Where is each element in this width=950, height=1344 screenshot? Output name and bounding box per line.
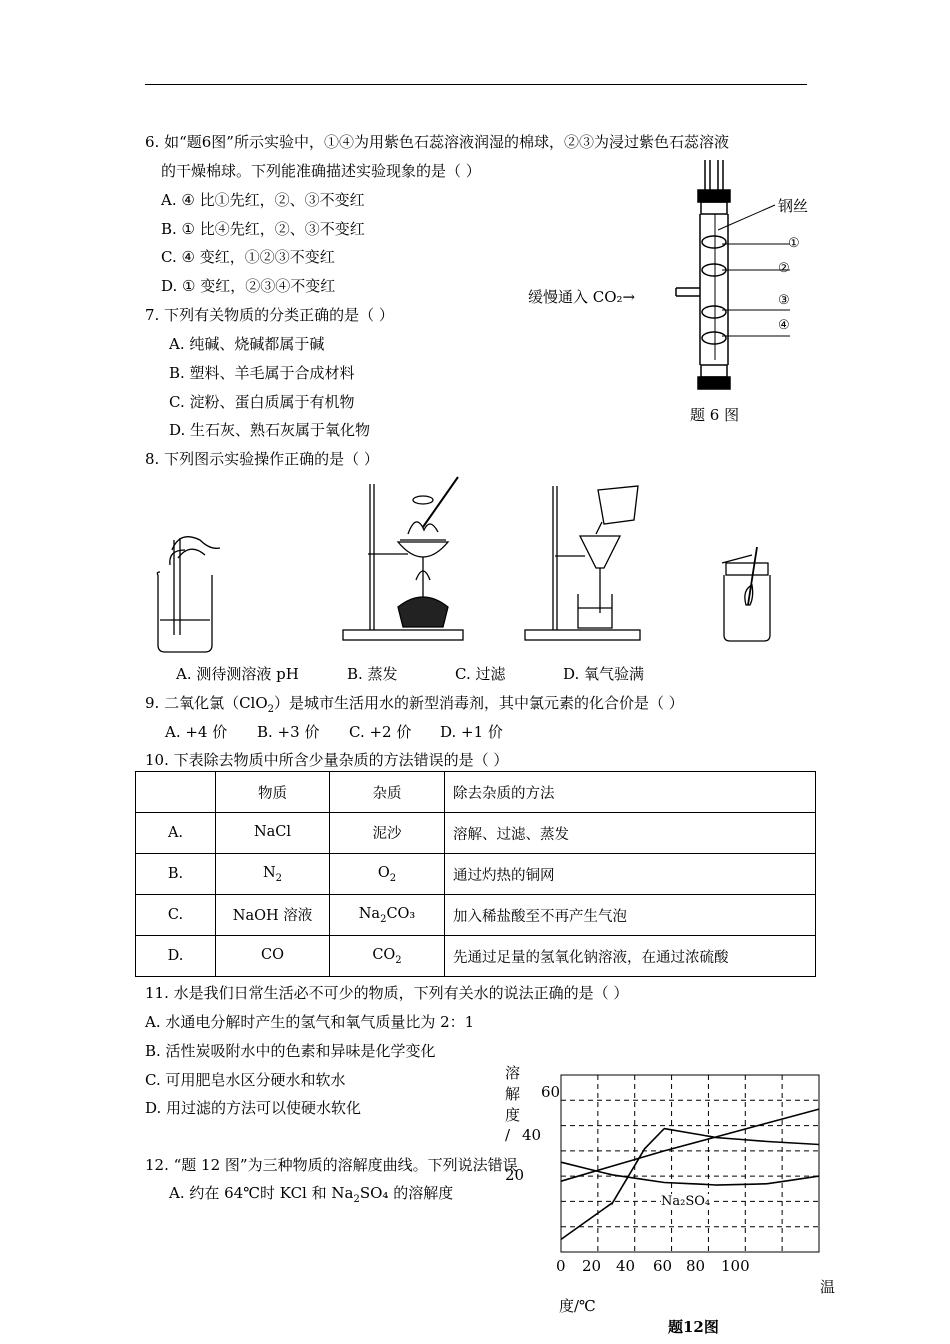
q6-option-a: A. ④ 比①先红，②、③不变红 bbox=[161, 191, 365, 209]
q8-caption-a: A. 测待测溶液 pH bbox=[176, 665, 299, 683]
table-header-cell: 物质 bbox=[216, 772, 330, 813]
row-label: A. bbox=[136, 813, 216, 854]
row-label: B. bbox=[136, 854, 216, 895]
impurity-cell: $Na_2CO_3$ bbox=[330, 895, 445, 936]
method-cell: 通过灼热的铜网 bbox=[445, 854, 816, 895]
chart-ylabel-3: 度 bbox=[505, 1106, 521, 1124]
chart-series-line-1 bbox=[561, 1109, 819, 1181]
q6-figure-caption: 题 6 图 bbox=[690, 406, 740, 424]
method-cell: 加入稀盐酸至不再产生气泡 bbox=[445, 895, 816, 936]
q6-stem-line2: 的干燥棉球。下列能准确描述实验现象的是（ ） bbox=[161, 162, 481, 180]
chart-xlabel-b: 度/℃ bbox=[559, 1297, 596, 1315]
impurity-cell: $CO_2$ bbox=[330, 936, 445, 977]
q6-wire-label: 钢丝 bbox=[778, 197, 809, 215]
q7-option-c: C. 淀粉、蛋白质属于有机物 bbox=[169, 393, 355, 411]
q8-caption-c: C. 过滤 bbox=[455, 665, 506, 683]
q9-option-b: B. +3 价 bbox=[257, 723, 320, 741]
table-row bbox=[136, 936, 816, 977]
q6-marker-2: ② bbox=[778, 261, 790, 276]
chart-xtick: 20 bbox=[582, 1257, 602, 1275]
q9-option-d: D. +1 价 bbox=[440, 723, 503, 741]
q7-option-a: A. 纯碱、烧碱都属于碱 bbox=[169, 335, 325, 353]
chart-ylabel-1: 溶 bbox=[505, 1064, 521, 1082]
impurity-cell: 泥沙 bbox=[330, 813, 445, 854]
q8-fig-oxygen-test bbox=[712, 545, 782, 645]
q7-option-d: D. 生石灰、熟石灰属于氧化物 bbox=[169, 421, 371, 439]
table-row bbox=[136, 854, 816, 895]
q10-stem: 10. 下表除去物质中所含少量杂质的方法错误的是（ ） bbox=[145, 751, 509, 769]
header-rule bbox=[145, 84, 807, 85]
chart-xtick: 100 bbox=[721, 1257, 750, 1275]
chart-xtick: 40 bbox=[616, 1257, 636, 1275]
method-cell: 先通过足量的氢氧化钠溶液，在通过浓硫酸 bbox=[445, 936, 816, 977]
row-label: D. bbox=[136, 936, 216, 977]
method-cell: 溶解、过滤、蒸发 bbox=[445, 813, 816, 854]
chart-curve-label: Na₂SO₄ bbox=[661, 1194, 711, 1209]
q11-option-a: A. 水通电分解时产生的氢气和氧气质量比为 2：1 bbox=[145, 1013, 475, 1031]
q8-caption-b: B. 蒸发 bbox=[347, 665, 398, 683]
q11-option-c: C. 可用肥皂水区分硬水和软水 bbox=[145, 1071, 346, 1089]
chart-ylabel-2: 解 bbox=[505, 1085, 521, 1103]
impurity-cell: $O_2$ bbox=[330, 854, 445, 895]
q8-stem: 8. 下列图示实验操作正确的是（ ） bbox=[145, 450, 379, 468]
q11-stem: 11. 水是我们日常生活必不可少的物质，下列有关水的说法正确的是（ ） bbox=[145, 984, 629, 1002]
q7-stem: 7. 下列有关物质的分类正确的是（ ） bbox=[145, 306, 394, 324]
q9-stem: 9. 二氧化氯（ClO$_2$）是城市生活用水的新型消毒剂，其中氯元素的化合价是（ ） bbox=[145, 694, 684, 715]
chart-xtick: 60 bbox=[653, 1257, 673, 1275]
q7-option-b: B. 塑料、羊毛属于合成材料 bbox=[169, 364, 355, 382]
table-header-cell bbox=[136, 772, 216, 813]
q8-fig-filtration bbox=[520, 478, 645, 648]
q8-fig-evaporation bbox=[338, 472, 468, 647]
q6-stem-line1: 6. 如“题6图”所示实验中，①④为用紫色石蕊溶液润湿的棉球，②③为浸过紫色石蕊溶液 bbox=[145, 133, 729, 151]
q9-option-c: C. +2 价 bbox=[349, 723, 412, 741]
q6-gas-label: 缓慢通入 CO₂→ bbox=[528, 288, 636, 306]
q11-option-b: B. 活性炭吸附水中的色素和异味是化学变化 bbox=[145, 1042, 436, 1060]
row-label: C. bbox=[136, 895, 216, 936]
q10-table bbox=[135, 771, 816, 977]
chart-frame bbox=[561, 1075, 819, 1252]
table-header-cell: 除去杂质的方法 bbox=[445, 772, 816, 813]
q8-fig-ph-test bbox=[150, 520, 230, 660]
q9-option-a: A. +4 价 bbox=[165, 723, 228, 741]
q6-option-b: B. ① 比④先红，②、③不变红 bbox=[161, 220, 365, 238]
q6-marker-4: ④ bbox=[778, 318, 790, 333]
q11-option-d: D. 用过滤的方法可以使硬水软化 bbox=[145, 1099, 362, 1117]
q6-marker-1: ① bbox=[788, 236, 800, 251]
chart-caption: 题12图 bbox=[668, 1318, 719, 1336]
table-row bbox=[136, 813, 816, 854]
q8-caption-d: D. 氧气验满 bbox=[563, 665, 645, 683]
table-row bbox=[136, 895, 816, 936]
q6-option-d: D. ① 变红，②③④不变红 bbox=[161, 277, 336, 295]
q12-stem: 12. “题 12 图”为三种物质的溶解度曲线。下列说法错误 bbox=[145, 1156, 518, 1174]
table-header-cell: 杂质 bbox=[330, 772, 445, 813]
chart-ytick-20: 20 bbox=[505, 1166, 525, 1184]
chart-xtick: 80 bbox=[686, 1257, 706, 1275]
chart-ytick-60: 60 bbox=[541, 1083, 561, 1101]
chart-ytick-40: 40 bbox=[522, 1126, 542, 1144]
substance-cell: CO bbox=[216, 936, 330, 977]
chart-ylabel-4: / bbox=[505, 1126, 511, 1144]
q6-marker-3: ③ bbox=[778, 293, 790, 308]
substance-cell: $N_2$ bbox=[216, 854, 330, 895]
chart-xlabel-a: 温 bbox=[820, 1278, 836, 1296]
table-header-row bbox=[136, 772, 816, 813]
substance-cell: NaOH 溶液 bbox=[216, 895, 330, 936]
chart-xtick: 0 bbox=[556, 1257, 566, 1275]
q12-option-a: A. 约在 64℃时 KCl 和 $Na_2SO_4$ 的溶解度 bbox=[169, 1184, 454, 1205]
substance-cell: NaCl bbox=[216, 813, 330, 854]
q6-option-c: C. ④ 变红，①②③不变红 bbox=[161, 248, 335, 266]
chart-series-line-3 bbox=[561, 1162, 819, 1185]
